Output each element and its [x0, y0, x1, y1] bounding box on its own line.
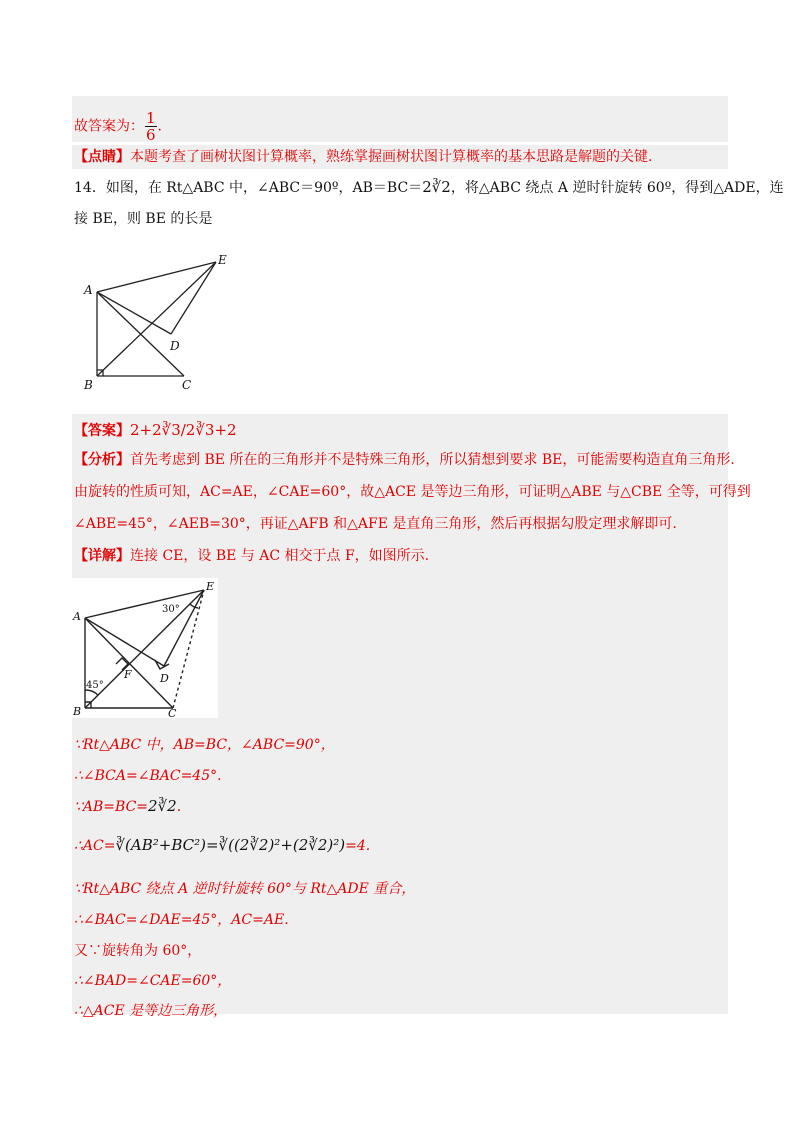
step-5-text: ∵Rt△ABC 绕点 A 逆时针旋转 60°与 Rt△ADE 重合，	[74, 881, 416, 897]
answer-line	[74, 110, 162, 143]
step-9-text: ∴△ACE 是等边三角形，	[74, 1003, 228, 1019]
fig1-label-c: C	[182, 378, 192, 392]
fig2-label-f: F	[124, 668, 132, 681]
fig2-label-d: D	[160, 672, 169, 685]
fraction-denominator: 6	[146, 126, 156, 144]
analysis-tag: 【分析】	[74, 452, 130, 468]
solution-answer	[74, 421, 237, 440]
step-2	[74, 767, 222, 785]
analysis-text-1: 首先考虑到 BE 所在的三角形并不是特殊三角形，所以猜想到要求 BE，可能需要构造直角三角形.	[130, 452, 735, 468]
step-8	[74, 972, 231, 990]
comment-line	[74, 148, 652, 166]
step-4-result: =4.	[345, 838, 371, 854]
answer-suffix: .	[157, 118, 162, 135]
answer-band	[72, 96, 728, 142]
question-line-1	[74, 178, 784, 197]
question-line-2	[74, 210, 212, 228]
step-4-equals: =	[205, 836, 219, 854]
fig2-label-c: C	[168, 707, 177, 718]
fig2-label-e: E	[206, 580, 215, 593]
step-7	[74, 942, 201, 960]
analysis-text-3: ∠ABE=45°，∠AEB=30°，再证△AFB 和△AFE 是直角三角形，然后再根据勾股定理求解即可.	[74, 516, 677, 532]
fig2-angle-45: 45°	[86, 680, 104, 691]
step-7-text: 又∵旋转角为 60°，	[74, 943, 202, 959]
analysis-line-1	[74, 451, 735, 469]
fig2-label-a: A	[73, 610, 81, 623]
step-4-sqrt-2: ∛((2∛2)²+(2∛2)²)	[218, 836, 346, 854]
figure-2	[72, 578, 218, 718]
step-6	[74, 911, 289, 929]
step-3-end: .	[176, 799, 182, 815]
figure-1	[80, 250, 240, 395]
step-6-text: ∴∠BAC=∠DAE=45°，AC=AE.	[74, 912, 289, 928]
fig1-label-b: B	[84, 378, 93, 392]
step-4-sqrt-1: ∛(AB²+BC²)	[115, 836, 206, 854]
fig1-label-a: A	[84, 283, 93, 297]
fig2-angle-30: 30°	[162, 604, 180, 615]
step-3	[74, 797, 181, 816]
answer-value: 2+2∛3/2∛3+2	[130, 421, 237, 439]
question-text-2: 接 BE，则 BE 的长是	[74, 211, 213, 227]
comment-text: 本题考查了画树状图计算概率，熟练掌握画树状图计算概率的基本思路是解题的关键.	[130, 149, 653, 165]
step-3-math: 2∛2	[148, 797, 177, 815]
step-1	[74, 736, 335, 754]
step-3-text: ∵AB=BC=	[74, 799, 149, 815]
step-5	[74, 880, 415, 898]
analysis-line-2	[74, 483, 751, 501]
detail-text: 连接 CE，设 BE 与 AC 相交于点 F，如图所示.	[130, 548, 430, 564]
step-9	[74, 1002, 227, 1020]
analysis-line-3	[74, 515, 677, 533]
question-math: 2∛2	[422, 178, 451, 196]
answer-fraction	[145, 110, 157, 143]
fig2-label-b: B	[73, 705, 82, 718]
step-4-text: ∴AC=	[74, 838, 116, 854]
analysis-text-2: 由旋转的性质可知，AC=AE，∠CAE=60°，故△ACE 是等边三角形，可证明△ABE 与△CBE 全等，可得到	[74, 484, 751, 500]
answer-tag: 【答案】	[74, 423, 130, 439]
fig1-label-e: E	[218, 253, 227, 267]
detail-line	[74, 547, 429, 565]
question-text-1-rest: ，将△ABC 绕点 A 逆时针旋转 60º，得到△ADE，连	[450, 180, 784, 196]
comment-tag: 【点睛】	[74, 149, 130, 165]
step-8-text: ∴∠BAD=∠CAE=60°，	[74, 973, 232, 989]
answer-prefix: 故答案为：	[74, 118, 144, 135]
question-text-1: 14．如图，在 Rt△ABC 中，∠ABC＝90º，AB＝BC＝	[74, 180, 423, 196]
fraction-numerator: 1	[146, 109, 156, 127]
step-4	[74, 836, 370, 855]
step-1-text: ∵Rt△ABC 中，AB=BC，∠ABC=90°，	[74, 737, 335, 753]
detail-tag: 【详解】	[74, 548, 130, 564]
step-2-text: ∴∠BCA=∠BAC=45°.	[74, 768, 222, 784]
fig1-label-d: D	[170, 339, 180, 353]
